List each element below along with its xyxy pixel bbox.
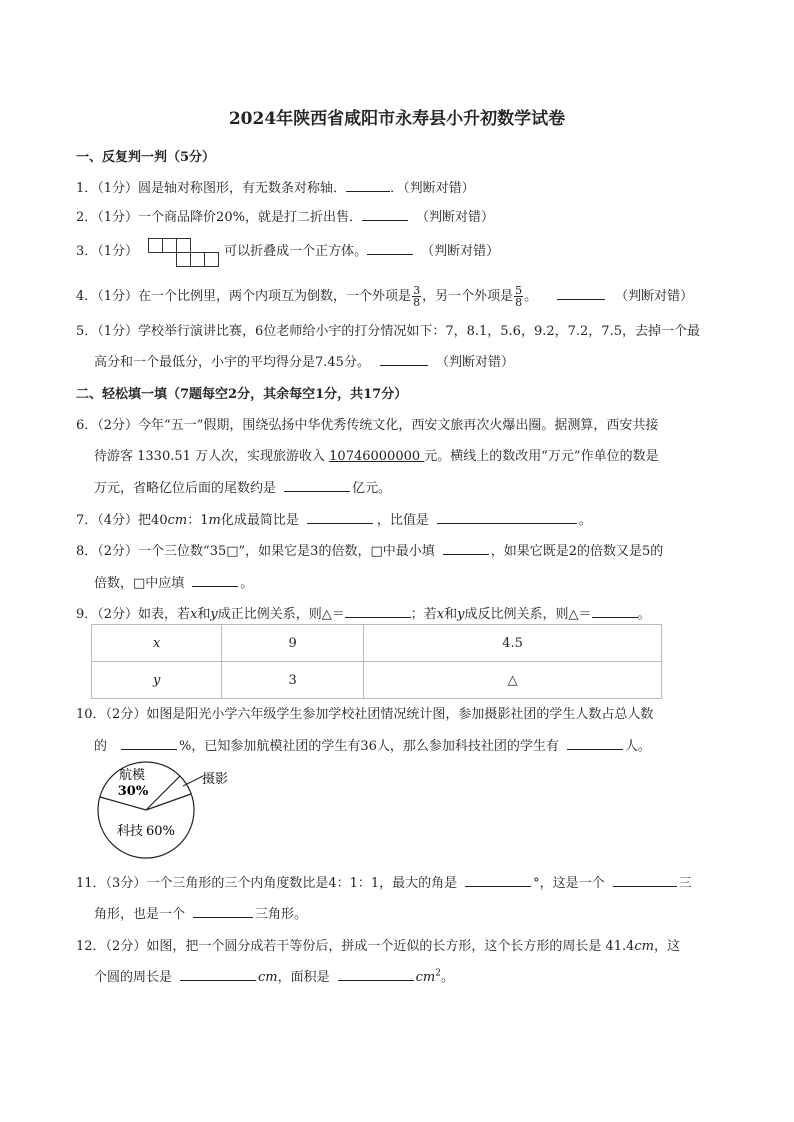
- question-number: 3．: [76, 244, 98, 259]
- question-9: 9．（2分）如表，若x和y成正比例关系，则△＝ ；若x和y成反比例关系，则△＝ 。: [76, 603, 651, 622]
- answer-blank[interactable]: [192, 573, 238, 587]
- question-10-line-2: 的 %，已知参加航模社团的学生有36人，那么参加科技社团的学生有 人。: [94, 735, 651, 754]
- section-heading-1: 一、反复判一判（5分）: [76, 150, 216, 165]
- question-1: [76, 177, 475, 196]
- question-text: （1分）一个商品降价20%，就是打二折出售．: [97, 210, 362, 225]
- page-title: 2024年陕西省咸阳市永寿县小升初数学试卷: [228, 109, 566, 129]
- question-tail: （判断对错）: [415, 210, 494, 225]
- underlined-number: 10746000000: [329, 449, 425, 464]
- question-mid: ，另一个外项是: [422, 289, 514, 304]
- fraction-1: $\frac{3}{8}$: [413, 284, 421, 309]
- question-text: （1分）在一个比例里，两个内项互为倒数，一个外项是: [97, 289, 412, 304]
- question-2: [76, 206, 494, 225]
- fraction-2: $\frac{5}{8}$: [515, 284, 523, 309]
- question-8-line-2: 倍数，□中应填 。: [94, 572, 253, 591]
- table-cell: 3: [222, 662, 364, 699]
- pie-label-keji: 科技: [117, 824, 144, 839]
- answer-blank[interactable]: [345, 604, 411, 618]
- table-row: [92, 662, 662, 699]
- answer-blank[interactable]: [592, 604, 638, 618]
- pie-divider: [146, 776, 180, 810]
- question-11: 11．（3分）一个三角形的三个内角度数比是4：1：1，最大的角是 °，这是一个 三: [76, 872, 692, 891]
- pie-label-sheying: 摄影: [202, 772, 229, 787]
- question-text: （1分）: [97, 244, 139, 259]
- table-row: [92, 625, 662, 662]
- answer-blank[interactable]: [307, 510, 373, 524]
- table-cell: x: [92, 625, 222, 662]
- question-mid: 可以折叠成一个正方体。: [224, 244, 368, 259]
- question-number: 5．: [76, 324, 98, 339]
- table-cell: 4.5: [364, 625, 662, 662]
- question-tail: （判断对错）: [421, 244, 500, 259]
- answer-blank[interactable]: [465, 873, 531, 887]
- question-3: [76, 232, 499, 272]
- question-tail: （判断对错）: [435, 355, 514, 370]
- proportion-table: [91, 624, 662, 699]
- answer-blank[interactable]: [567, 736, 623, 750]
- answer-blank[interactable]: [338, 967, 414, 981]
- pie-divider: [146, 794, 191, 810]
- section-heading-2: 二、轻松填一填（7题每空2分，其余每空1分，共17分）: [76, 387, 408, 402]
- question-text: （1分）学校举行演讲比赛，6位老师给小宇的打分情况如下：7，8.1，5.6，9.2，7.2，7.5，去掉一个最: [97, 324, 700, 339]
- answer-blank[interactable]: [193, 904, 253, 918]
- answer-blank[interactable]: [121, 736, 177, 750]
- question-12-line-2: 个圆的周长是 cm，面积是 $cm^2$。: [94, 968, 454, 985]
- cube-net-figure: [148, 234, 224, 270]
- question-number: 7．: [76, 513, 98, 528]
- question-number: 4．: [76, 289, 98, 304]
- answer-blank[interactable]: [284, 478, 350, 492]
- question-number: 12．: [76, 939, 106, 954]
- question-number: 10．: [76, 707, 106, 722]
- pie-leader-line: [183, 776, 203, 786]
- question-12: 12．（2分）如图，把一个圆分成若干等份后，拼成一个近似的长方形，这个长方形的周长是 41.4cm，这: [76, 939, 681, 954]
- question-number: 2．: [76, 210, 98, 225]
- answer-blank[interactable]: [380, 352, 428, 366]
- question-7: 7．（4分）把40cm：1m化成最简比是 ，比值是 。: [76, 509, 592, 528]
- table-cell: 9: [222, 625, 364, 662]
- question-10: 10．（2分）如图是阳光小学六年级学生参加学校社团情况统计图，参加摄影社团的学生人数占总人数: [76, 707, 654, 722]
- answer-blank[interactable]: [362, 207, 408, 221]
- question-6: 6．（2分）今年“五一”假期，围绕弘扬中华优秀传统文化，西安文旅再次火爆出圈。据测算，西安共接: [76, 418, 659, 433]
- answer-blank[interactable]: [613, 873, 677, 887]
- table-cell: △: [364, 662, 662, 699]
- pie-value-keji: 60%: [146, 824, 175, 839]
- question-tail: （判断对错）: [615, 289, 694, 304]
- question-number: 6．: [76, 418, 98, 433]
- question-tail: ．（判断对错）: [390, 181, 475, 196]
- pie-value-hangmo: 30%: [117, 784, 149, 799]
- question-number: 9．: [76, 607, 98, 622]
- question-number: 1．: [76, 181, 98, 196]
- answer-blank[interactable]: [557, 286, 605, 300]
- answer-blank[interactable]: [437, 510, 577, 524]
- question-text: （1分）圆是轴对称图形，有无数条对称轴．: [97, 181, 347, 196]
- club-pie-chart: [90, 760, 250, 860]
- question-11-line-2: 角形，也是一个 三角形。: [94, 903, 307, 922]
- table-cell: y: [92, 662, 222, 699]
- question-8: 8．（2分）一个三位数“35□”，如果它是3的倍数，□中最小填 ，如果它既是2的倍数又是5的: [76, 540, 663, 559]
- answer-blank[interactable]: [346, 178, 390, 192]
- pie-label-hangmo: 航模: [118, 768, 146, 783]
- answer-blank[interactable]: [443, 541, 489, 555]
- question-4: 4．（1分）在一个比例里，两个内项互为倒数，一个外项是 $\frac{3}{8}$ ，另一个外项是 $\frac{5}{8}$ 。 （判断对错）: [76, 284, 694, 309]
- question-5-line-2: 高分和一个最低分，小宇的平均得分是7.45分。 （判断对错）: [94, 351, 514, 370]
- question-number: 8．: [76, 544, 98, 559]
- question-6-line-3: 万元，省略亿位后面的尾数约是 亿元。: [94, 477, 391, 496]
- question-number: 11．: [76, 876, 106, 891]
- question-5: [76, 320, 700, 339]
- question-6-line-2: 待游客 1330.51 万人次，实现旅游收入 10746000000 元。横线上的数改用“万元”作单位的数是: [94, 449, 659, 464]
- answer-blank[interactable]: [367, 241, 413, 255]
- answer-blank[interactable]: [180, 967, 256, 981]
